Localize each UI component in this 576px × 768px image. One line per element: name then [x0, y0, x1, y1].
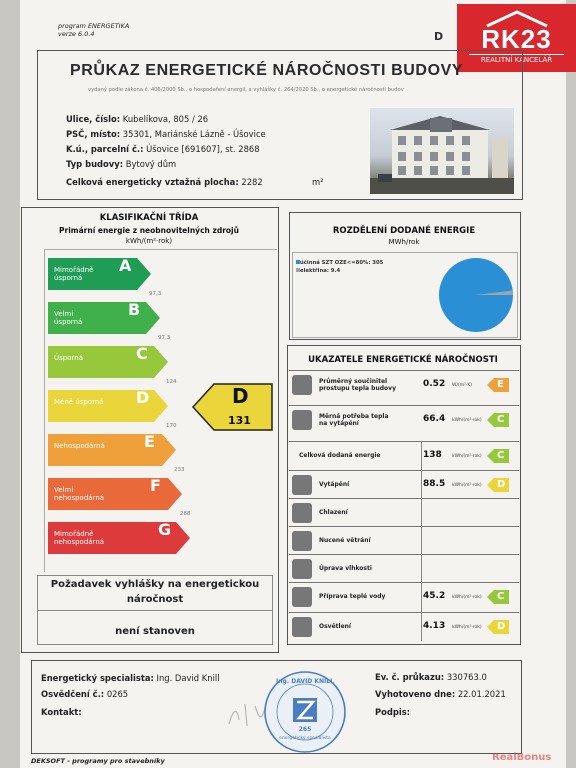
- indicator-row: [289, 441, 519, 470]
- class-label: Velmi nehospodárná: [54, 486, 105, 502]
- logo-subtitle: REALITNÍ KANCELÁŘ: [469, 54, 564, 64]
- result-indicator: [192, 383, 274, 431]
- type-value: Bytový dům: [125, 159, 177, 169]
- indicator-unit: kWh/(m²·rok): [452, 595, 482, 600]
- sign-row: Podpis:: [375, 707, 411, 717]
- legend-item-szt: účinná SZT OZE<=80%: 305: [296, 260, 383, 266]
- type-row: Typ budovy: Bytový dům: [66, 159, 177, 169]
- indicator-value: 88.5: [423, 479, 446, 489]
- cert-number: 0265: [106, 689, 129, 699]
- class-letter: D: [136, 388, 150, 407]
- stamp-role: energetický specialista: [279, 736, 331, 741]
- result-letter: D: [232, 384, 249, 408]
- class-letter: F: [150, 476, 161, 495]
- issue-date: 22.01.2021: [457, 689, 506, 699]
- indicator-label: Příprava teplé vody: [319, 593, 386, 600]
- building-photo: [370, 108, 514, 194]
- classification-title: KLASIFIKAČNÍ TŘÍDA: [99, 213, 199, 223]
- street-value: Kubelíkova, 805 / 26: [122, 114, 209, 124]
- indicator-value: 138: [423, 450, 442, 460]
- class-arrow-d: [48, 390, 168, 422]
- indicators-title: UKAZATELE ENERGETICKÉ NÁROČNOSTI: [308, 355, 498, 365]
- watermark: RealBonus: [492, 752, 552, 763]
- class-arrow-e: [48, 434, 176, 466]
- indicator-value: 4.13: [423, 621, 446, 631]
- indicator-unit: kWh/(m²·rok): [452, 483, 482, 488]
- class-threshold: 233: [174, 467, 185, 473]
- contact-row: Kontakt:: [41, 707, 82, 717]
- ev-number: 330763.0: [446, 672, 487, 682]
- indicator-unit: W/(m²·K): [452, 383, 473, 388]
- class-label: Velmi úsporná: [54, 310, 83, 326]
- indicator-icon: [292, 587, 312, 607]
- class-arrow-g: [48, 522, 190, 554]
- indicator-value: 0.52: [423, 379, 446, 389]
- indicator-grade: D: [487, 620, 509, 634]
- indicator-icon: [292, 531, 312, 551]
- indicator-grade: D: [487, 478, 509, 492]
- indicator-row: [289, 526, 519, 555]
- indicator-label: Úprava vlhkosti: [319, 565, 372, 572]
- indicator-grade: C: [487, 590, 509, 604]
- indicator-divider: [421, 441, 422, 641]
- stamp-name: Ing. DAVID KNILL: [276, 678, 334, 685]
- page-title: PRŮKAZ ENERGETICKÉ NÁROČNOSTI BUDOVY: [70, 62, 464, 79]
- indicator-row: [289, 582, 519, 611]
- distribution-unit: MWh/rok: [388, 238, 420, 246]
- pie-chart: [438, 257, 514, 333]
- logo-brand: RK23: [481, 24, 552, 54]
- program-footer: DEKSOFT - programy pro stavebníky: [31, 757, 165, 765]
- cert-row: Osvědčení č.: 0265: [41, 689, 129, 699]
- date-row: Vyhotoveno dne: 22.01.2021: [375, 689, 506, 699]
- page-subtitle: vydaný podle zákona č. 406/2000 Sb., o hospodaření energií, a vyhlášky č. 264/2020 Sb., o energetické náročnosti budov: [88, 87, 404, 93]
- requirement-box: [37, 575, 273, 645]
- indicator-unit: kWh/(m²·rok): [452, 418, 482, 423]
- class-letter: B: [128, 300, 141, 319]
- indicator-unit: kWh/(m²·rok): [452, 454, 482, 459]
- indicator-label: Průměrný součinitel prostupu tepla budovy: [319, 378, 396, 392]
- class-arrow-b: [48, 302, 160, 334]
- class-threshold: 170: [166, 423, 177, 429]
- indicator-label: Měrná potřeba tepla na vytápění: [319, 413, 389, 427]
- classification-unit: kWh/(m²·rok): [125, 237, 173, 245]
- program-version: [58, 22, 129, 38]
- class-letter: E: [144, 432, 155, 451]
- class-letter: A: [119, 256, 132, 275]
- class-threshold: 288: [180, 511, 191, 517]
- specialist-stamp: [263, 670, 347, 754]
- class-letter: G: [158, 520, 172, 539]
- street-row: Ulice, číslo: Kubelíkova, 805 / 26: [66, 114, 209, 124]
- indicator-label: Vytápění: [319, 481, 350, 488]
- dek-mark: D: [434, 30, 444, 43]
- ku-value: Úšovice [691607], st. 2868: [146, 144, 260, 154]
- requirement-line2: náročnost: [126, 594, 184, 605]
- indicator-row: [289, 554, 519, 583]
- psc-row: PSČ, místo: 35301, Mariánské Lázně - Úšovice: [66, 129, 266, 139]
- class-letter: C: [136, 344, 148, 363]
- indicator-row: [289, 612, 519, 641]
- indicator-grade: C: [487, 413, 509, 427]
- requirement-value: není stanoven: [115, 626, 195, 637]
- class-label: Mimořádně úsporná: [54, 266, 94, 282]
- distribution-chart: [292, 252, 518, 338]
- area-unit: m²: [312, 177, 324, 187]
- legend-item-elektrina: elektřina: 9.4: [296, 268, 340, 274]
- indicator-label: Osvětlení: [319, 623, 351, 630]
- class-label: Méně úsporná: [54, 398, 104, 406]
- distribution-title: ROZDĚLENÍ DODANÉ ENERGIE: [332, 226, 476, 236]
- class-label: Úsporná: [54, 354, 83, 362]
- program-name: program ENERGETIKA: [58, 22, 130, 30]
- indicator-value: 66.4: [423, 414, 446, 424]
- indicator-grade: C: [487, 449, 509, 463]
- indicator-label: Celková dodaná energie: [299, 452, 381, 459]
- indicator-row: [289, 470, 519, 499]
- class-label: Nehospodárná: [54, 442, 105, 450]
- indicator-icon: [292, 503, 312, 523]
- indicator-icon: [292, 410, 312, 430]
- area-row: Celková energeticky vztažná plocha: 2282: [66, 177, 263, 187]
- indicator-icon: [292, 559, 312, 579]
- indicator-grade: E: [487, 378, 509, 392]
- stamp-number: 265: [298, 726, 312, 733]
- class-arrow-f: [48, 478, 182, 510]
- ev-row: Ev. č. průkazu: 330763.0: [375, 672, 487, 682]
- class-threshold: 124: [166, 379, 177, 385]
- result-value: 131: [228, 414, 251, 427]
- indicator-row: [289, 498, 519, 527]
- indicator-row: [289, 405, 519, 434]
- requirement-line1: Požadavek vyhlášky na energetickou: [50, 579, 260, 590]
- indicator-icon: [292, 375, 312, 395]
- ku-row: K.ú., parcelní č.: Úšovice [691607], st. 2868: [66, 144, 260, 154]
- roof-icon: [485, 10, 549, 28]
- class-label: Mimořádně nehospodárná: [54, 530, 105, 546]
- indicator-row: [289, 370, 519, 399]
- class-threshold: 97,3: [149, 291, 162, 297]
- building-illustration: [370, 108, 514, 194]
- area-value: 2282: [241, 177, 263, 187]
- indicator-icon: [292, 617, 312, 637]
- program-version-number: verze 6.0.4: [58, 30, 95, 38]
- indicator-icon: [292, 475, 312, 495]
- psc-value: 35301, Mariánské Lázně - Úšovice: [122, 129, 266, 139]
- indicator-unit: kWh/(m²·rok): [452, 625, 482, 630]
- indicator-value: 45.2: [423, 591, 446, 601]
- classification-subtitle: Primární energie z neobnovitelných zdrojů: [59, 226, 239, 235]
- specialist-name: Ing. David Knill: [156, 673, 220, 683]
- indicator-label: Nucené větrání: [319, 537, 371, 544]
- specialist-row: Energetický specialista: Ing. David Knill: [41, 673, 220, 683]
- class-arrow-a: [48, 258, 151, 290]
- class-threshold: 97,3: [158, 335, 171, 341]
- indicator-label: Chlazení: [319, 509, 348, 516]
- class-arrow-c: [48, 346, 168, 378]
